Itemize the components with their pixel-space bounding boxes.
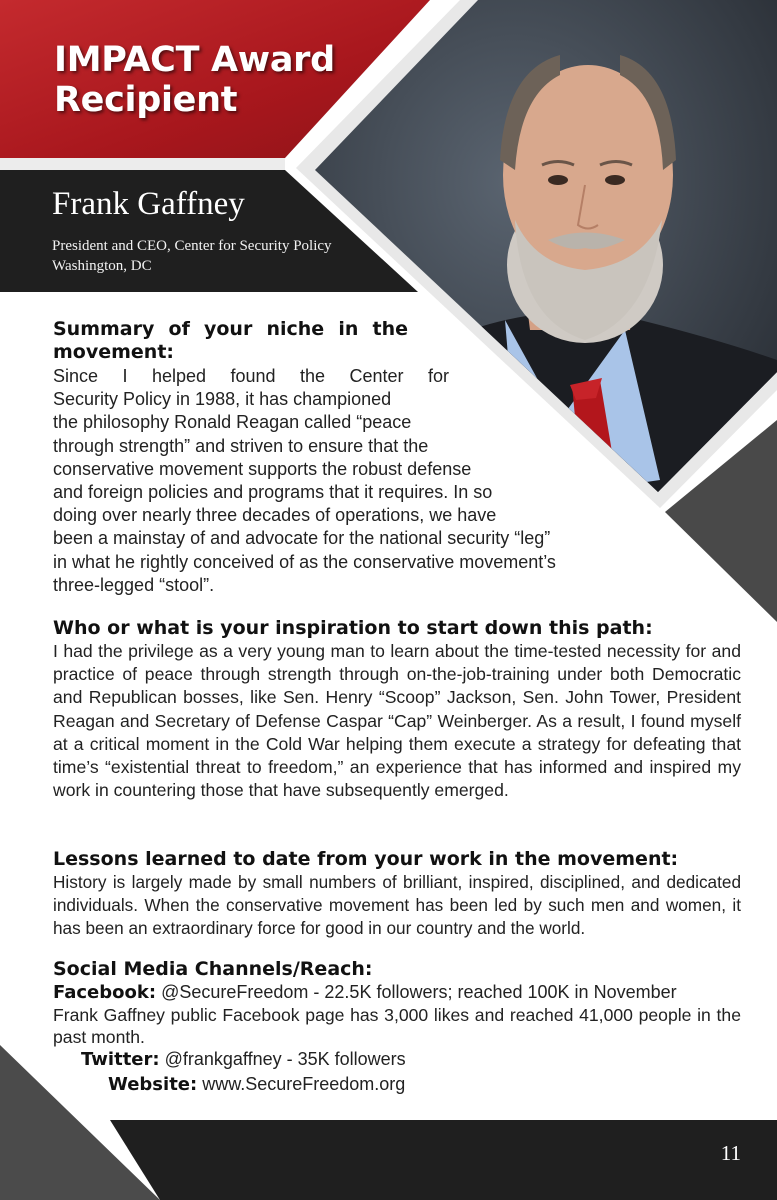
niche-heading-line: movement: — [53, 341, 175, 363]
twitter-handle[interactable]: @frankgaffney - 35K followers — [164, 1049, 406, 1069]
niche-line: in what he rightly conceived of as the conservative movement’s — [53, 551, 556, 572]
website-label: Website: — [108, 1074, 198, 1095]
facebook-row — [53, 981, 741, 1004]
social-section — [53, 958, 741, 1096]
niche-section — [53, 318, 556, 597]
inspiration-heading: Who or what is your inspiration to start down this path: — [53, 617, 653, 639]
niche-heading — [53, 318, 408, 364]
inspiration-body: I had the privilege as a very young man to learn about the time-tested necessity for and practice of peace through strength through on-the-job-training under both Democratic and Republican bosses, like Sen. Henry “Scoop” Jackson, Sen. John Tower, President Reagan and Secretary of Defense Caspar “Cap” Weinberger. As a result, I found myself at a critical moment in the Cold War helping them execute a strategy for defeating that time’s “existential threat to freedom,” an experience that has informed and inspired my work in countering those that have subsequently emerged. — [53, 641, 741, 801]
lessons-heading: Lessons learned to date from your work in the movement: — [53, 848, 679, 870]
facebook-extra: Frank Gaffney public Facebook page has 3,000 likes and reached 41,000 people in the past month. — [53, 1005, 741, 1047]
twitter-row — [81, 1048, 741, 1071]
award-title-line1: IMPACT Award — [54, 40, 335, 80]
lessons-section — [53, 848, 741, 941]
niche-line: through strength” and striven to ensure that the — [53, 435, 429, 456]
lessons-body: History is largely made by small numbers of brilliant, inspired, disciplined, and dedicated individuals. When the conservative movement has been led by such men and women, it has been an extraordinary force for good in our country and the world. — [53, 872, 741, 939]
niche-body — [53, 365, 556, 597]
niche-line: the philosophy Ronald Reagan called “peace — [53, 412, 412, 433]
niche-line: Security Policy in 1988, it has championed — [53, 389, 392, 410]
facebook-value: @SecureFreedom - 22.5K followers; reached 100K in November — [161, 982, 677, 1002]
niche-line: and foreign policies and programs that it requires. In so — [53, 482, 493, 503]
page-number: 11 — [720, 1141, 741, 1165]
website-link[interactable]: www.SecureFreedom.org — [202, 1074, 406, 1094]
niche-line: conservative movement supports the robust defense — [53, 458, 472, 479]
niche-line: doing over nearly three decades of operations, we have — [53, 505, 497, 526]
website-row — [108, 1073, 741, 1096]
niche-line: been a mainstay of and advocate for the national security “leg” — [53, 528, 551, 549]
recipient-position: President and CEO, Center for Security Policy — [52, 238, 332, 254]
niche-line: Since I helped found the Center for — [53, 366, 449, 386]
niche-heading-line: Summary of your niche in the — [53, 318, 408, 340]
social-heading: Social Media Channels/Reach: — [53, 958, 373, 980]
niche-line: three-legged “stool”. — [53, 574, 215, 595]
award-title-line2: Recipient — [54, 80, 238, 120]
award-title — [54, 40, 384, 120]
inspiration-section — [53, 617, 741, 802]
recipient-name: Frank Gaffney — [52, 186, 245, 222]
recipient-location: Washington, DC — [52, 258, 152, 274]
facebook-label: Facebook: — [53, 982, 157, 1003]
twitter-label: Twitter: — [81, 1049, 160, 1070]
